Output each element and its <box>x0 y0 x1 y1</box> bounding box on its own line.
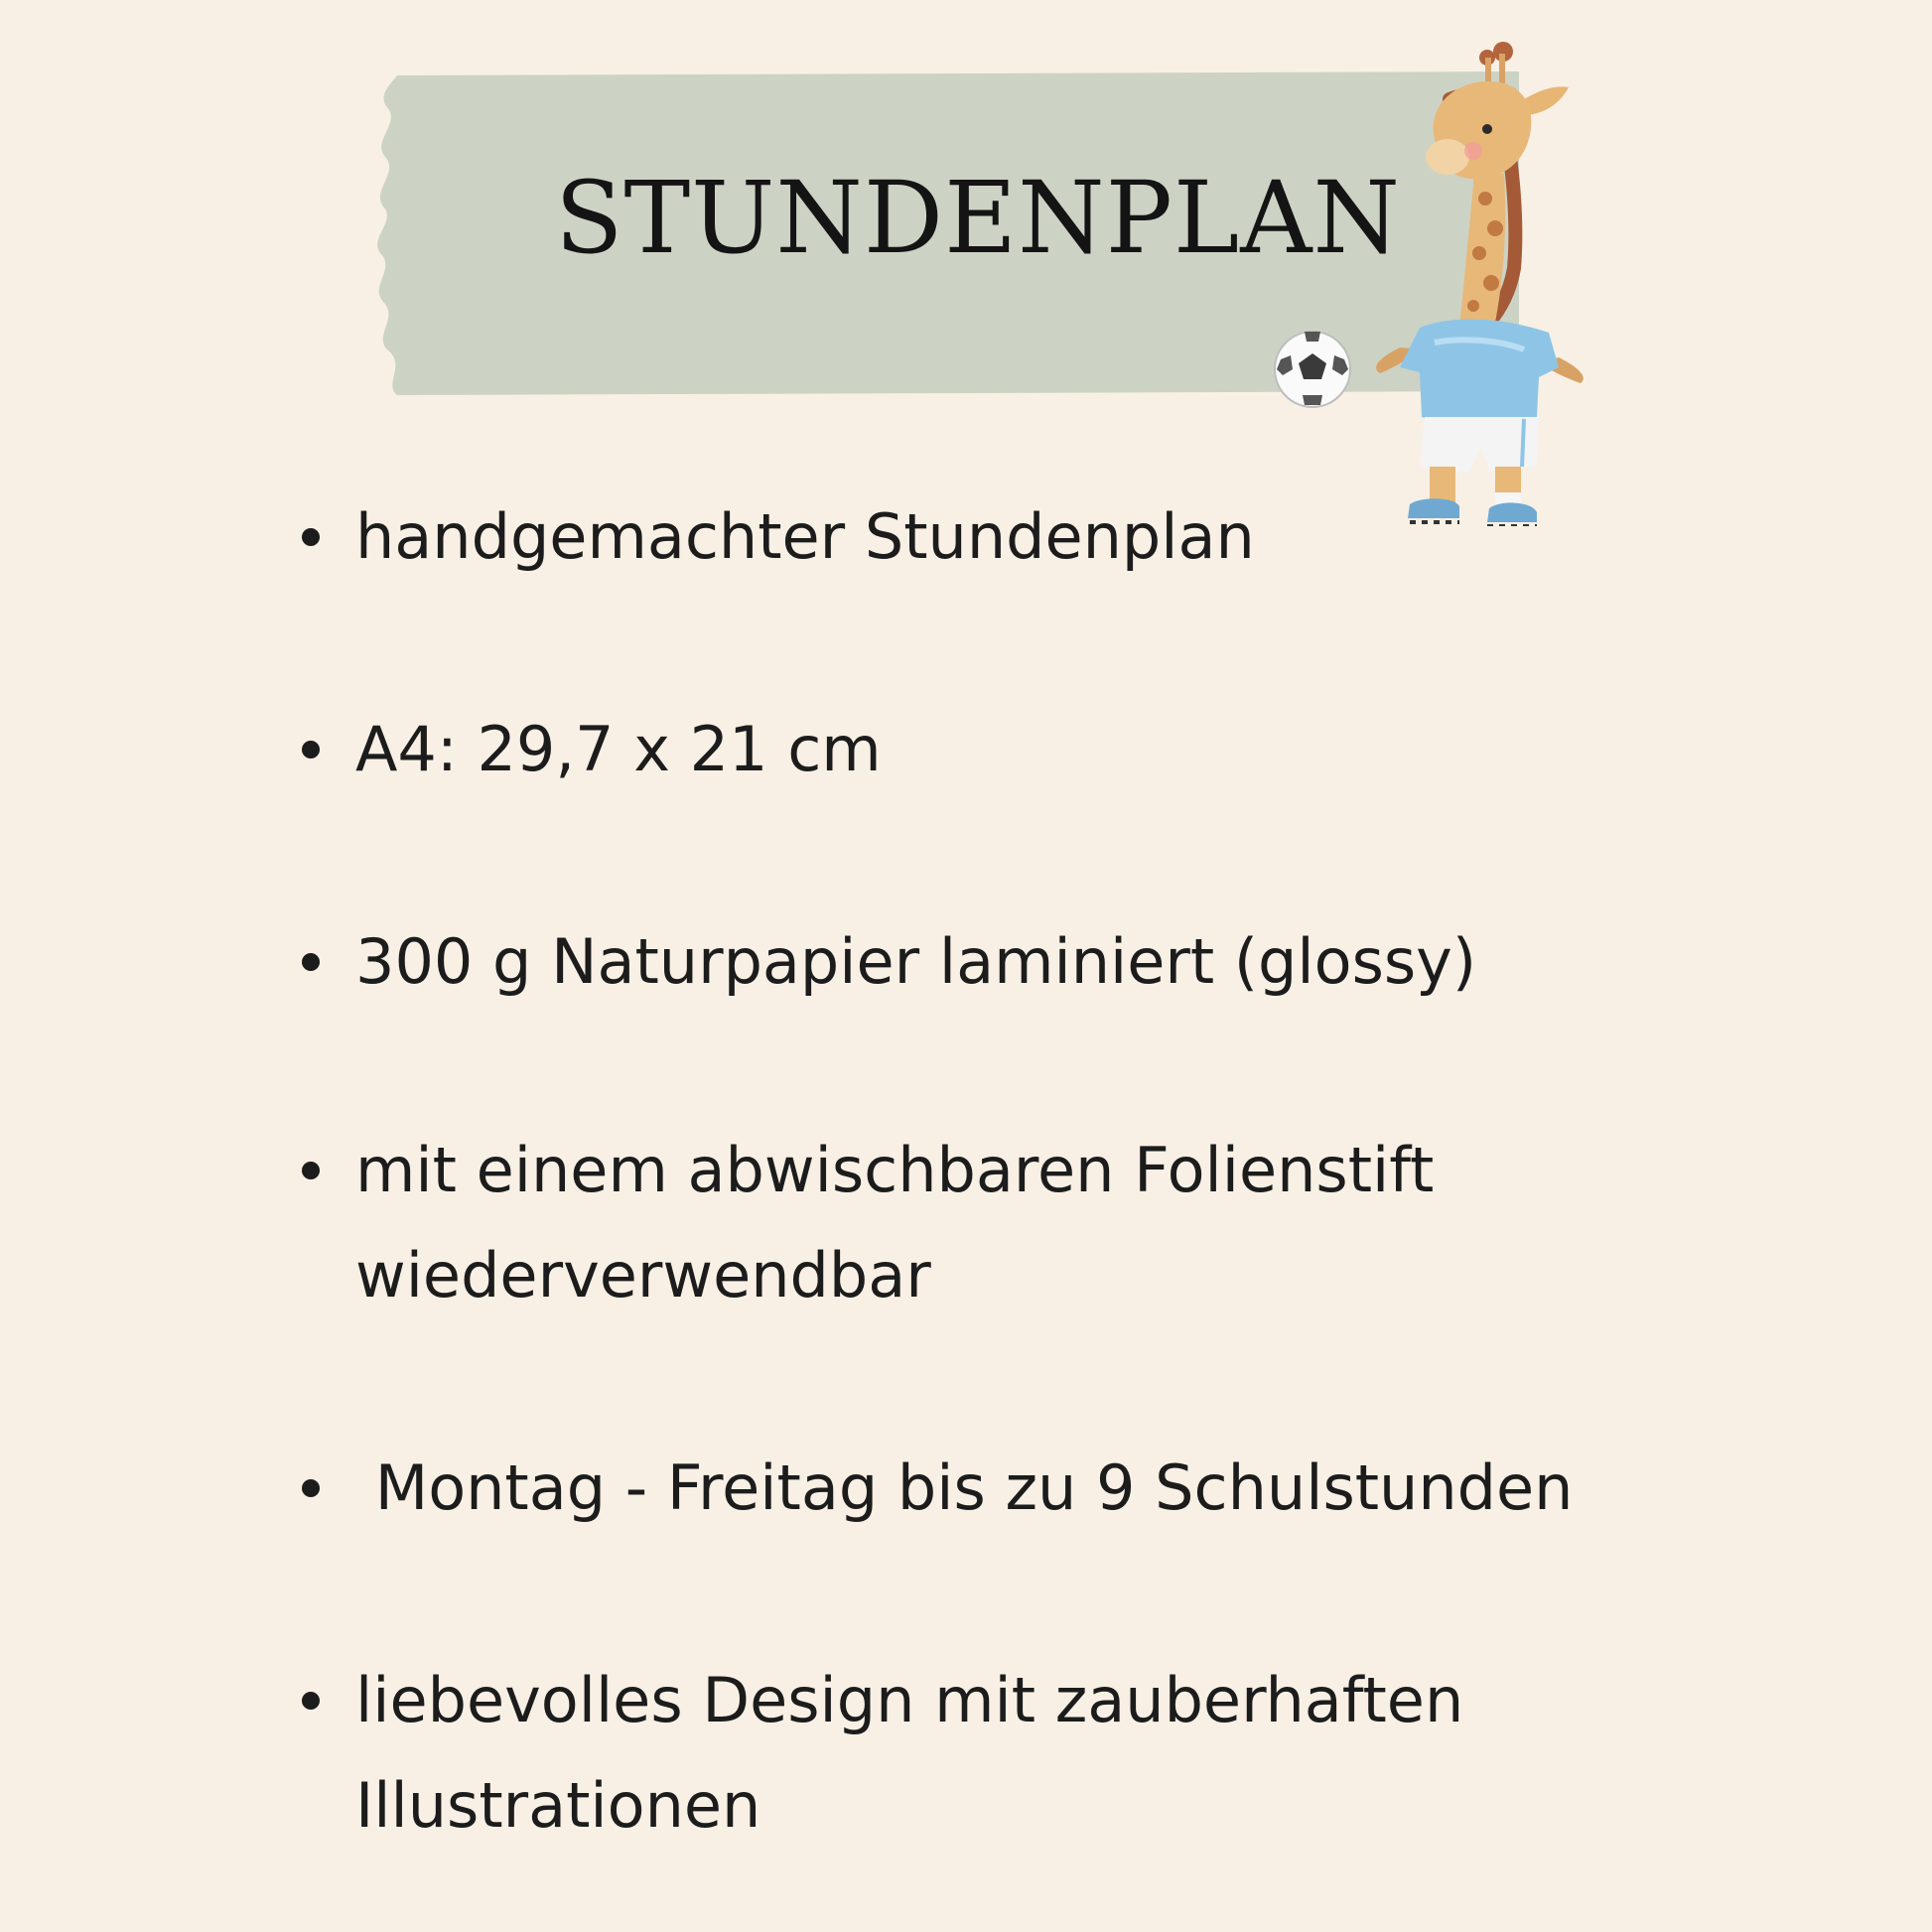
feature-text: mit einem abwischbaren Folienstift <box>355 1134 1435 1206</box>
soccer-ball-icon <box>1273 330 1352 409</box>
giraffe-soccer-player-icon <box>1261 30 1638 526</box>
feature-text-continuation: Illustrationen <box>355 1769 761 1842</box>
feature-text: handgemachter Stundenplan <box>355 500 1255 573</box>
bullet <box>302 1162 320 1179</box>
feature-text: Montag - Freitag bis zu 9 Schulstunden <box>355 1451 1574 1524</box>
bullet <box>302 528 320 546</box>
feature-text-continuation: wiederverwendbar <box>355 1239 931 1311</box>
feature-text: liebevolles Design mit zauberhaften <box>355 1664 1464 1736</box>
bullet <box>302 741 320 759</box>
page-title: STUNDENPLAN <box>554 160 1402 276</box>
bullet <box>302 1479 320 1497</box>
feature-text: 300 g Naturpapier laminiert (glossy) <box>355 925 1477 998</box>
bullet <box>302 1692 320 1710</box>
bullet <box>302 953 320 971</box>
feature-text: A4: 29,7 x 21 cm <box>355 713 882 785</box>
